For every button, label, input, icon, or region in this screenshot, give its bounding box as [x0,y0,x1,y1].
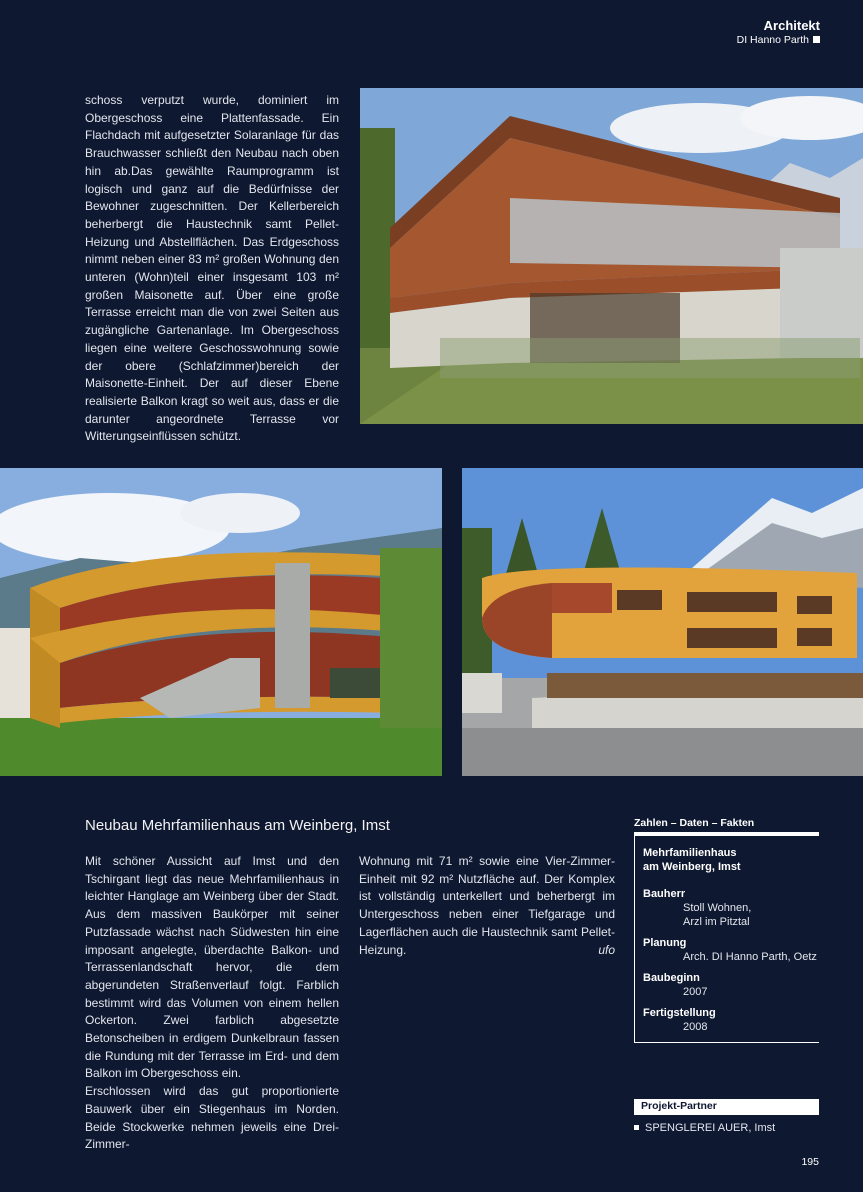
bauherr-label: Bauherr [643,888,686,900]
paragraph: Mit schöner Aussicht auf Imst und den Tschirgant liegt das neue Mehrfamilienhaus in leichter Hanglage am Weinberg über der Stadt. Aus dem massiven Baukörper mit seiner Putzfassade wächst nach Südwesten hin eine imposant angelegte, überdachte Balkon- und Terrassenlandschaft hervor, die dem abgerundeten Straßenverlauf folgt. Farblich bestimmt wird das Volumen von einem hellen Ockerton. Zwei farblich abgesetzte Betonscheiben in erdigem Dunkelbraun fassen die Rundung mit der Terrasse im Erd- und dem Balkon im Obergeschoss ein. [85,854,339,1081]
article-column-2 [359,853,615,959]
photo-street-view [462,468,863,776]
photo-curved-building [0,468,442,776]
section-title: Architekt [763,18,820,33]
author-signature: ufo [598,942,615,957]
partner-item: SPENGLEREI AUER, Imst [634,1122,775,1134]
baubeginn-value: 2007 [683,986,708,998]
article-column-1 [85,853,339,1154]
facts-heading: Zahlen – Daten – Fakten [634,817,755,829]
planung-value: Arch. DI Hanno Parth, Oetz [683,951,817,963]
paragraph: Wohnung mit 71 m² sowie eine Vier-Zimmer-Einheit mit 92 m² Nutzfläche auf. Der Komplex ist vollständig unterkellert und beherbergt im Untergeschoss neben einer Tiefgarage und Lagerflächen auch die Haustechnik samt Pellet-Heizung. ufo [359,853,615,959]
project-name-line2: am Weinberg, Imst [643,861,741,873]
partners-heading: Projekt-Partner [641,1100,717,1112]
project-name-line1: Mehrfamilienhaus [643,847,737,859]
square-bullet-icon [813,36,820,43]
baubeginn-label: Baubeginn [643,972,700,984]
fertigstellung-value: 2008 [683,1021,708,1033]
top-text-column [85,92,339,446]
planung-label: Planung [643,937,687,949]
fertigstellung-label: Fertigstellung [643,1007,716,1019]
paragraph: schoss verputzt wurde, dominiert im Obergeschoss eine Plattenfassade. Ein Flachdach mit aufgesetzter Solaranlage für das Brauchwasser schließt den Neubau nach oben hin ab.Das gewählte Raumprogramm ist logisch und ganz auf die Bedürfnisse der Bewohner zugeschnitten. Der Kellerbereich beherbergt die Haustechnik samt Pellet-Heizung und Abstellflächen. Das Erdgeschoss nimmt neben einer 83 m² großen Wohnung den unteren (Wohn)teil einer insgesamt 103 m² großen Maisonette auf. Über eine große Terrasse erreicht man die von zwei Seiten aus zugängliche Gartenanlage. Im Obergeschoss liegen eine weitere Geschosswohnung sowie der obere (Schlafzimmer)bereich der Maisonette-Einheit. Der auf dieser Ebene realisierte Balkon kragt so weit aus, dass er die darunter angeordnete Terrasse vor Witterungseinflüssen schützt. [85,93,339,444]
bauherr-value-line2: Arzl im Pitztal [683,916,750,928]
bauherr-value-line1: Stoll Wohnen, [683,902,752,914]
architect-name: DI Hanno Parth [737,34,820,46]
article-title: Neubau Mehrfamilienhaus am Weinberg, Imst [85,817,390,834]
paragraph: Erschlossen wird das gut proportionierte Bauwerk über ein Stiegenhaus im Norden. Beide Stockwerke nehmen jeweils eine Drei-Zimmer- [85,1084,339,1152]
square-bullet-icon [634,1125,639,1130]
photo-house-front [360,88,863,424]
page-number: 195 [801,1156,819,1168]
